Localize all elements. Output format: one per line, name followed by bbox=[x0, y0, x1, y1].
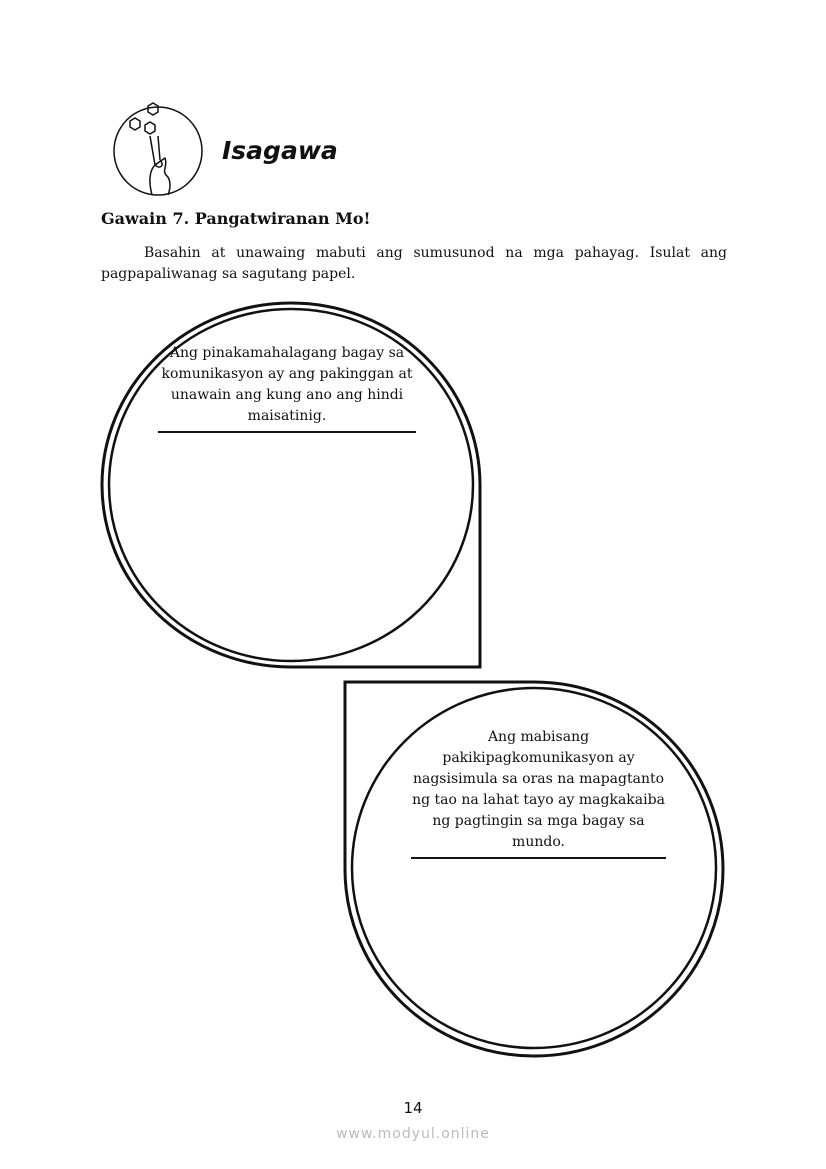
section-icon bbox=[114, 103, 202, 195]
instructions: Basahin at unawaing mabuti ang sumusunod na mga pahayag. Isulat ang pagpapaliwanag sa sagutang papel. bbox=[101, 245, 727, 282]
activity-title: Gawain 7. Pangatwiranan Mo! bbox=[101, 209, 371, 228]
bubble-1-text: Ang pinakamahalagang bagay sa komunikasyon ay ang pakinggan at unawain ang kung ano ang hindi maisatinig. bbox=[158, 343, 416, 433]
section-title: Isagawa bbox=[222, 136, 338, 165]
page-number: 14 bbox=[403, 1099, 423, 1117]
bubble-2-text: Ang mabisang pakikipagkomunikasyon ay nagsisimula sa oras na mapagtanto ng tao na lahat tayo ay magkakaiba ng pagtingin sa mga bagay sa mundo. bbox=[411, 727, 666, 859]
watermark: www.modyul.online bbox=[336, 1126, 490, 1142]
